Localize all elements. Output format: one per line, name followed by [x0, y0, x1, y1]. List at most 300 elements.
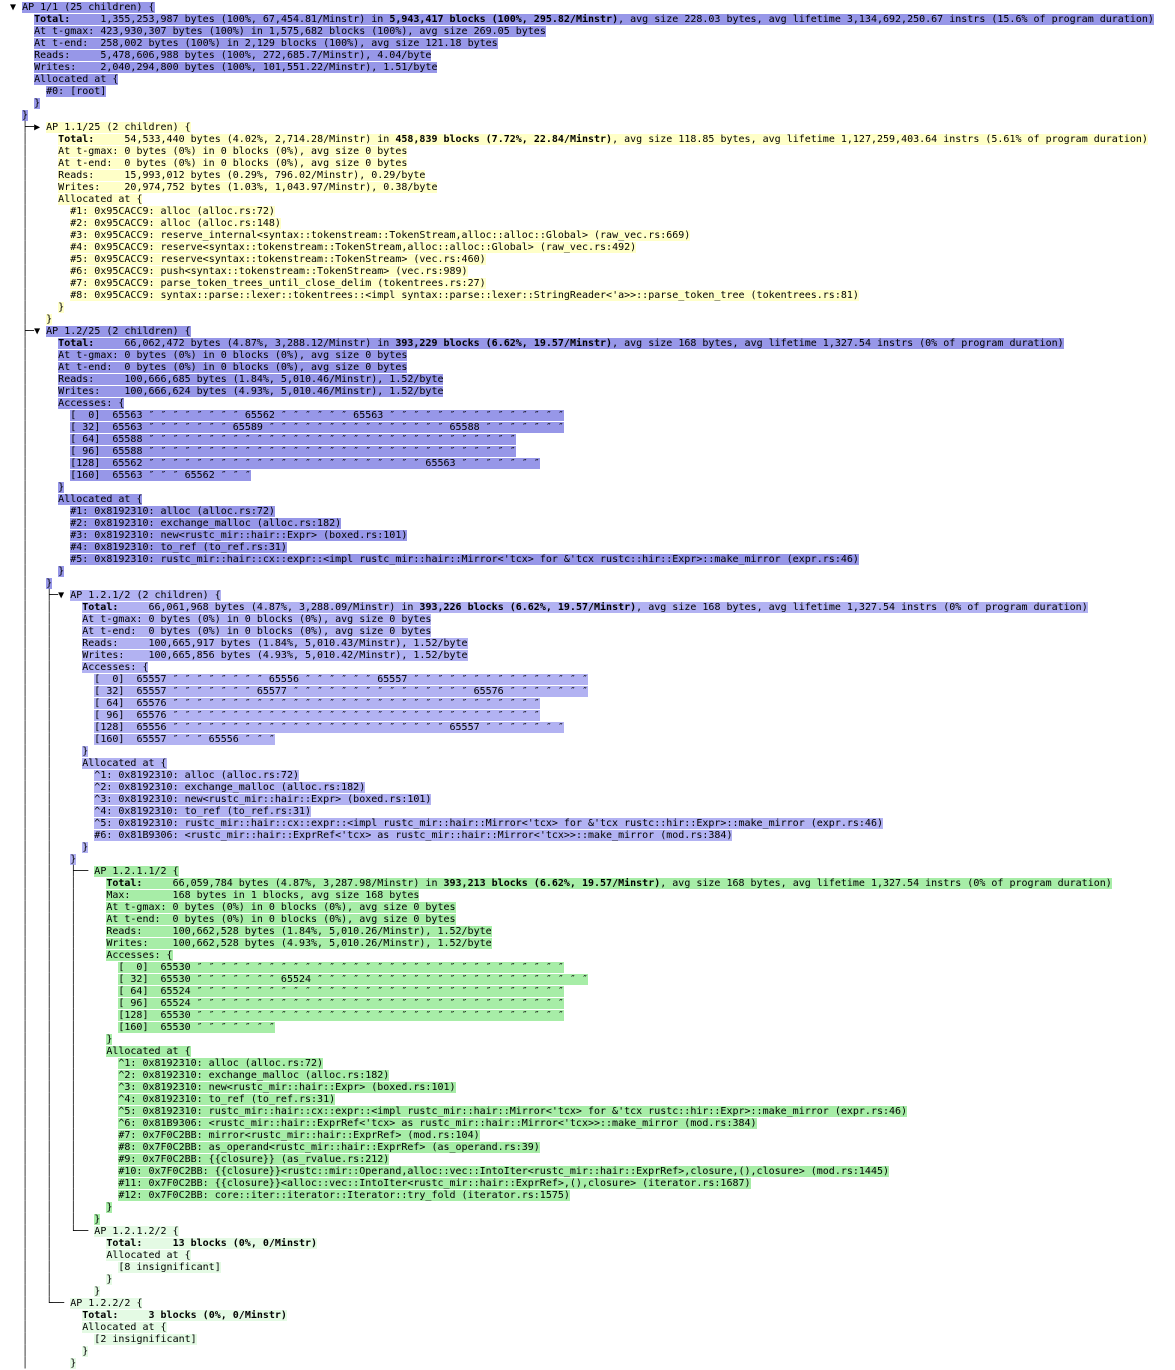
- tree-rail: │: [10, 578, 47, 589]
- brace-line: [10, 482, 1175, 494]
- allocated-at-line: [10, 1250, 1175, 1262]
- tree-rail: │: [10, 314, 47, 325]
- text: #7: 0x95CACC9: parse_token_trees_until_close_delim (tokentrees.rs:27): [70, 278, 486, 289]
- line-text: [118, 1058, 323, 1069]
- text: #0: [root]: [46, 86, 107, 97]
- accesses-row: [10, 458, 1175, 470]
- bold-text: Total:: [82, 602, 149, 613]
- tree-rail: │ │ │: [10, 890, 107, 901]
- accesses-open-line: [10, 398, 1175, 410]
- tree-rail: [10, 14, 34, 25]
- tree-rail: │ │: [10, 1250, 107, 1261]
- line-text: [70, 218, 281, 229]
- tree-rail: │ │ │: [10, 1202, 107, 1213]
- line-text: [58, 146, 407, 157]
- allocated-at-line: [10, 1046, 1175, 1058]
- stack-frame-line: [10, 206, 1175, 218]
- tree-rail: │ │: [10, 602, 83, 613]
- line-text: [82, 614, 431, 625]
- tree-rail: │: [10, 158, 59, 169]
- allocated-at-line: [10, 494, 1175, 506]
- tree-rail: │ │ │: [10, 1130, 119, 1141]
- accesses-row: [10, 470, 1175, 482]
- text: AP 1.1/25 (2 children) {: [46, 122, 191, 133]
- accesses-row: [10, 962, 1175, 974]
- line-text: [58, 362, 407, 373]
- line-text: [46, 86, 106, 97]
- text: #4: 0x95CACC9: reserve<syntax::tokenstream::TokenStream,alloc::alloc::Global> (raw_vec.rs:492): [70, 242, 637, 253]
- text: #3: 0x8192310: new<rustc_mir::hair::Expr> (boxed.rs:101): [70, 530, 408, 541]
- tree-rail: │: [10, 182, 59, 193]
- text: #6: 0x95CACC9: push<syntax::tokenstream::TokenStream> (vec.rs:989): [70, 266, 468, 277]
- line-text: [58, 386, 443, 397]
- stat-line: [10, 134, 1175, 146]
- text: AP 1.2.1.1/2 {: [94, 866, 179, 877]
- text: #8: 0x95CACC9: syntax::parse::lexer::tokentrees::<impl syntax::parse::lexer::StringReader<'a>>::parse_token_tree (tokentrees.rs:81): [70, 290, 859, 301]
- line-text: [106, 902, 455, 913]
- ap-title[interactable]: [46, 122, 191, 133]
- tree-rail: │ │: [10, 626, 83, 637]
- line-text: [58, 350, 407, 361]
- expander-expanded-icon[interactable]: ▼: [58, 590, 65, 601]
- line-text: [82, 1322, 166, 1333]
- accesses-row: [10, 1022, 1175, 1034]
- allocated-at-line: [10, 194, 1175, 206]
- accesses-row: [10, 446, 1175, 458]
- text: }: [58, 566, 65, 577]
- line-text: [58, 194, 142, 205]
- stat-line: [10, 386, 1175, 398]
- stack-frame-line: [10, 86, 1175, 98]
- text: #2: 0x95CACC9: alloc (alloc.rs:148): [70, 218, 281, 229]
- ap-title[interactable]: [94, 1226, 178, 1237]
- tree-rail: │ │ └──: [10, 1226, 95, 1237]
- text: 66,062,472 bytes (4.87%, 3,288.12/Minstr) in: [124, 338, 396, 349]
- line-text: [94, 830, 732, 841]
- stat-line: [10, 1238, 1175, 1250]
- stack-frame-line: [10, 242, 1175, 254]
- text: AP 1.2/25 (2 children) {: [46, 326, 191, 337]
- brace-line: [10, 110, 1175, 122]
- bold-text: 458,839 blocks (7.72%, 22.84/Minstr): [395, 134, 613, 145]
- text: Accesses: {: [106, 950, 173, 961]
- ap-title[interactable]: [46, 326, 191, 337]
- tree-rail: │ │: [10, 782, 95, 793]
- tree-rail: │: [10, 530, 71, 541]
- text: [ 64] 65576 ″ ″ ″ ″ ″ ″ ″ ″ ″ ″ ″ ″ ″ ″ ″ ″ ″ ″ ″ ″ ″ ″ ″ ″ ″ ″ ″ ″ ″ ″ ″: [94, 698, 540, 709]
- line-text: [94, 1286, 100, 1297]
- line-text: [118, 986, 564, 997]
- line-text: [106, 1046, 190, 1057]
- text: ^1: 0x8192310: alloc (alloc.rs:72): [118, 1058, 324, 1069]
- stat-line: [10, 638, 1175, 650]
- tree-rail: │ │: [10, 734, 95, 745]
- text: , avg size 168 bytes, avg lifetime 1,327.54 instrs (0% of program duration): [612, 338, 1064, 349]
- stat-line: [10, 362, 1175, 374]
- text: ^5: 0x8192310: rustc_mir::hair::cx::expr::<impl rustc_mir::hair::Mirror<'tcx> for &'tcx rustc::hir::Expr>::make_mirror (expr.rs:46): [118, 1106, 908, 1117]
- line-text: [118, 1154, 389, 1165]
- allocated-at-line: [10, 1322, 1175, 1334]
- bold-text: Total:: [106, 1238, 173, 1249]
- brace-line: [10, 98, 1175, 110]
- line-text: [70, 554, 859, 565]
- text: [160] 65557 ″ ″ ″ 65556 ″ ″ ″: [94, 734, 275, 745]
- line-text: [58, 338, 1063, 349]
- stat-line: [10, 62, 1175, 74]
- stack-frame-line: [10, 230, 1175, 242]
- tree-rail: │ │ │: [10, 974, 119, 985]
- tree-rail: │ │ │: [10, 950, 107, 961]
- line-text: [58, 494, 142, 505]
- tree-rail: │: [10, 134, 59, 145]
- tree-rail: │ │: [10, 710, 95, 721]
- text: }: [82, 746, 89, 757]
- tree-rail: │: [10, 230, 71, 241]
- stack-frame-line: [10, 518, 1175, 530]
- text: Allocated at {: [106, 1250, 191, 1261]
- text: Accesses: {: [82, 662, 149, 673]
- stat-line: [10, 626, 1175, 638]
- tree-rail: │: [10, 242, 71, 253]
- line-text: [82, 842, 88, 853]
- line-text: [94, 782, 365, 793]
- tree-rail: │ │ │: [10, 962, 119, 973]
- line-text: [22, 110, 28, 121]
- tree-rail: │: [10, 446, 71, 457]
- line-text: [34, 62, 437, 73]
- line-text: [118, 1010, 564, 1021]
- stack-frame-line: [10, 290, 1175, 302]
- line-text: [94, 710, 540, 721]
- bold-text: 393,226 blocks (6.62%, 19.57/Minstr): [419, 602, 637, 613]
- tree-rail: │ │: [10, 686, 95, 697]
- line-text: [106, 1202, 112, 1213]
- stack-frame-line: [10, 1166, 1175, 1178]
- line-text: [70, 542, 287, 553]
- tree-rail: │: [10, 338, 59, 349]
- text: Max: 168 bytes in 1 blocks, avg size 168 bytes: [106, 890, 420, 901]
- tree-rail: [10, 110, 22, 121]
- tree-rail: │: [10, 1310, 83, 1321]
- ap-header-line: [10, 2, 1175, 14]
- tree-rail: │ │ │: [10, 914, 107, 925]
- tree-rail: [10, 26, 34, 37]
- ap-title[interactable]: [94, 866, 178, 877]
- line-text: [82, 638, 467, 649]
- expander-expanded-icon[interactable]: ▼: [10, 2, 17, 13]
- accesses-row: [10, 986, 1175, 998]
- tree-rail: │ │ │: [10, 1178, 119, 1189]
- bold-text: Total:: [82, 1310, 149, 1321]
- accesses-row: [10, 974, 1175, 986]
- text: }: [34, 98, 41, 109]
- tree-rail: │ │ │: [10, 1190, 119, 1201]
- line-text: [82, 626, 431, 637]
- text: }: [106, 1274, 113, 1285]
- bold-text: 3 blocks (0%, 0/Minstr): [148, 1310, 287, 1321]
- stat-line: [10, 938, 1175, 950]
- text: }: [46, 578, 53, 589]
- text: [128] 65530 ″ ″ ″ ″ ″ ″ ″ ″ ″ ″ ″ ″ ″ ″ ″ ″ ″ ″ ″ ″ ″ ″ ″ ″ ″ ″ ″ ″ ″ ″ ″: [118, 1010, 564, 1021]
- tree-rail: │ │ │: [10, 1010, 119, 1021]
- tree-rail: │ │: [10, 770, 95, 781]
- stack-frame-line: [10, 1178, 1175, 1190]
- tree-rail: │ │: [10, 1286, 95, 1297]
- text: Reads: 5,478,606,988 bytes (100%, 272,685.7/Minstr), 4.04/byte: [34, 50, 432, 61]
- tree-rail: │ │ │: [10, 1070, 119, 1081]
- text: }: [46, 314, 53, 325]
- line-text: [106, 1238, 317, 1249]
- expander-expanded-icon[interactable]: ▼: [34, 326, 41, 337]
- line-text: [46, 578, 52, 589]
- tree-rail: [10, 50, 34, 61]
- text: [160] 65530 ″ ″ ″ ″ ″ ″ ″: [118, 1022, 275, 1033]
- bold-text: 5,943,417 blocks (100%, 295.82/Minstr): [389, 14, 619, 25]
- tree-rail: │: [10, 302, 59, 313]
- tree-rail: │ │: [10, 830, 95, 841]
- ap-header-line: [10, 1226, 1175, 1238]
- line-text: [70, 230, 690, 241]
- accesses-row: [10, 434, 1175, 446]
- line-text: [94, 1334, 196, 1345]
- stack-frame-line: [10, 1106, 1175, 1118]
- stat-line: [10, 38, 1175, 50]
- line-text: [94, 1214, 100, 1225]
- line-text: [58, 134, 1148, 145]
- line-text: [118, 1022, 275, 1033]
- stat-line: [10, 926, 1175, 938]
- line-text: [106, 926, 491, 937]
- brace-line: [10, 1286, 1175, 1298]
- accesses-open-line: [10, 950, 1175, 962]
- tree-rail: │: [10, 278, 71, 289]
- line-text: [70, 446, 516, 457]
- tree-rail: │ │: [10, 614, 83, 625]
- line-text: [82, 1310, 287, 1321]
- line-text: [106, 1034, 112, 1045]
- stack-frame-line: [10, 770, 1175, 782]
- stat-line: [10, 350, 1175, 362]
- tree-rail: │: [10, 350, 59, 361]
- accesses-row: [10, 698, 1175, 710]
- text: Allocated at {: [82, 758, 167, 769]
- stat-line: [10, 1310, 1175, 1322]
- stack-frame-line: [10, 1070, 1175, 1082]
- ap-header-line: [10, 122, 1175, 134]
- text: }: [94, 1286, 101, 1297]
- ap-title[interactable]: [70, 1298, 142, 1309]
- text: }: [106, 1202, 113, 1213]
- text: Allocated at {: [58, 494, 143, 505]
- text: 1,355,253,987 bytes (100%, 67,454.81/Minstr) in: [100, 14, 390, 25]
- text: 66,061,968 bytes (4.87%, 3,288.09/Minstr) in: [148, 602, 420, 613]
- stack-frame-line: [10, 1142, 1175, 1154]
- stat-line: [10, 890, 1175, 902]
- brace-line: [10, 1274, 1175, 1286]
- tree-rail: │ │ │: [10, 878, 107, 889]
- line-text: [70, 434, 516, 445]
- line-text: [46, 314, 52, 325]
- tree-rail: │ ├─: [10, 590, 59, 601]
- stack-frame-line: [10, 794, 1175, 806]
- line-text: [34, 26, 546, 37]
- stack-frame-line: [10, 554, 1175, 566]
- tree-rail: │ │: [10, 1274, 107, 1285]
- bold-text: Total:: [58, 134, 125, 145]
- line-text: [82, 662, 148, 673]
- text: At t-end: 258,002 bytes (100%) in 2,129 blocks (100%), avg size 121.18 bytes: [34, 38, 498, 49]
- line-text: [34, 98, 40, 109]
- stack-frame-line: [10, 1082, 1175, 1094]
- line-text: [34, 74, 118, 85]
- bold-text: Total:: [34, 14, 101, 25]
- line-text: [58, 398, 124, 409]
- stat-line: [10, 50, 1175, 62]
- tree-rail: │ │: [10, 698, 95, 709]
- text: Accesses: {: [58, 398, 125, 409]
- stack-frame-line: [10, 1190, 1175, 1202]
- text: Allocated at {: [106, 1046, 191, 1057]
- allocated-at-line: [10, 74, 1175, 86]
- tree-rail: │ │ │: [10, 998, 119, 1009]
- accesses-row: [10, 722, 1175, 734]
- text: AP 1.2.2/2 {: [70, 1298, 143, 1309]
- ap-header-line: [10, 1298, 1175, 1310]
- stat-line: [10, 902, 1175, 914]
- tree-rail: │: [10, 518, 71, 529]
- line-text: [118, 1190, 570, 1201]
- tree-rail: │ │ │: [10, 926, 107, 937]
- text: Writes: 2,040,294,800 bytes (100%, 101,551.22/Minstr), 1.51/byte: [34, 62, 438, 73]
- tree-rail: │: [10, 1322, 83, 1333]
- text: At t-gmax: 423,930,307 bytes (100%) in 1,575,682 blocks (100%), avg size 269.05 bytes: [34, 26, 546, 37]
- text: #2: 0x8192310: exchange_malloc (alloc.rs:182): [70, 518, 342, 529]
- ap-header-line: [10, 590, 1175, 602]
- tree-rail: [10, 62, 34, 73]
- stack-frame-line: [10, 278, 1175, 290]
- stat-line: [10, 374, 1175, 386]
- tree-rail: │ │ │: [10, 938, 107, 949]
- line-text: [106, 914, 455, 925]
- allocated-at-line: [10, 758, 1175, 770]
- line-text: [118, 998, 564, 1009]
- text: At t-end: 0 bytes (0%) in 0 blocks (0%), avg size 0 bytes: [82, 626, 432, 637]
- tree-rail: │: [10, 170, 59, 181]
- stack-frame-line: [10, 1118, 1175, 1130]
- accesses-row: [10, 734, 1175, 746]
- text: [ 32] 65530 ″ ″ ″ ″ ″ ″ ″ 65524 ″ ″ ″ ″ ″ ″ ″ ″ ″ ″ ″ ″ ″ ″ ″ ″ ″ ″ ″ ″ ″ ″ ″: [118, 974, 588, 985]
- stat-line: [10, 614, 1175, 626]
- line-text: [118, 962, 564, 973]
- line-text: [94, 734, 275, 745]
- line-text: [70, 254, 485, 265]
- text: At t-gmax: 0 bytes (0%) in 0 blocks (0%), avg size 0 bytes: [58, 350, 408, 361]
- brace-line: [10, 1358, 1175, 1370]
- line-text: [106, 1250, 190, 1261]
- brace-line: [10, 302, 1175, 314]
- tree-rail: [10, 98, 34, 109]
- text: [ 0] 65557 ″ ″ ″ ″ ″ ″ ″ ″ 65556 ″ ″ ″ ″ ″ ″ 65557 ″ ″ ″ ″ ″ ″ ″ ″ ″ ″ ″ ″ ″ ″ ″: [94, 674, 588, 685]
- tree-rail: │: [10, 206, 71, 217]
- accesses-row: [10, 998, 1175, 1010]
- line-text: [118, 1262, 220, 1273]
- line-text: [118, 1142, 539, 1153]
- text: #5: 0x95CACC9: reserve<syntax::tokenstream::TokenStream> (vec.rs:460): [70, 254, 486, 265]
- brace-line: [10, 566, 1175, 578]
- tree-rail: │: [10, 458, 71, 469]
- expander-collapsed-icon[interactable]: ▶: [34, 122, 41, 133]
- line-text: [70, 470, 251, 481]
- tree-rail: │ │: [10, 674, 95, 685]
- ap-title[interactable]: [70, 590, 221, 601]
- line-text: [70, 290, 859, 301]
- tree-rail: │ │ │: [10, 1082, 119, 1093]
- tree-rail: │: [10, 470, 71, 481]
- text: ^1: 0x8192310: alloc (alloc.rs:72): [94, 770, 299, 781]
- tree-rail: │: [10, 482, 59, 493]
- text: [ 0] 65563 ″ ″ ″ ″ ″ ″ ″ ″ 65562 ″ ″ ″ ″ ″ ″ 65563 ″ ″ ″ ″ ″ ″ ″ ″ ″ ″ ″ ″ ″ ″ ″: [70, 410, 564, 421]
- tree-rail: │ │: [10, 842, 83, 853]
- text: ^2: 0x8192310: exchange_malloc (alloc.rs:182): [118, 1070, 390, 1081]
- text: Reads: 100,665,917 bytes (1.84%, 5,010.43/Minstr), 1.52/byte: [82, 638, 468, 649]
- line-text: [82, 602, 1087, 613]
- line-text: [70, 206, 275, 217]
- text: #7: 0x7F0C2BB: mirror<rustc_mir::hair::ExprRef> (mod.rs:104): [118, 1130, 480, 1141]
- tree-rail: │ │: [10, 758, 83, 769]
- text: [ 0] 65530 ″ ″ ″ ″ ″ ″ ″ ″ ″ ″ ″ ″ ″ ″ ″ ″ ″ ″ ″ ″ ″ ″ ″ ″ ″ ″ ″ ″ ″ ″ ″: [118, 962, 564, 973]
- text: #3: 0x95CACC9: reserve_internal<syntax::tokenstream::TokenStream,alloc::alloc::Global> (raw_vec.rs:669): [70, 230, 691, 241]
- tree-rail: │ │ │: [10, 1046, 107, 1057]
- line-text: [106, 890, 419, 901]
- text: Allocated at {: [82, 1322, 167, 1333]
- accesses-row: [10, 674, 1175, 686]
- stack-frame-line: [10, 218, 1175, 230]
- text: ^3: 0x8192310: new<rustc_mir::hair::Expr> (boxed.rs:101): [94, 794, 432, 805]
- tree-rail: │: [10, 254, 71, 265]
- stat-line: [10, 14, 1175, 26]
- text: , avg size 228.03 bytes, avg lifetime 3,134,692,250.67 instrs (15.6% of program duration): [618, 14, 1154, 25]
- text: ^6: 0x81B9306: <rustc_mir::hair::ExprRef<'tcx> as rustc_mir::hair::Mirror<'tcx>>::make_mirror (mod.rs:384): [118, 1118, 757, 1129]
- text: #9: 0x7F0C2BB: {{closure}} (as_rvalue.rs:212): [118, 1154, 390, 1165]
- text: [160] 65563 ″ ″ ″ 65562 ″ ″ ″: [70, 470, 251, 481]
- tree-rail: │ │ │: [10, 986, 119, 997]
- line-text: [34, 50, 431, 61]
- tree-rail: │: [10, 1334, 95, 1345]
- accesses-open-line: [10, 662, 1175, 674]
- brace-line: [10, 842, 1175, 854]
- line-text: [70, 854, 76, 865]
- stack-frame-line: [10, 1154, 1175, 1166]
- line-text: [34, 38, 498, 49]
- accesses-row: [10, 710, 1175, 722]
- text: [ 96] 65576 ″ ″ ″ ″ ″ ″ ″ ″ ″ ″ ″ ″ ″ ″ ″ ″ ″ ″ ″ ″ ″ ″ ″ ″ ″ ″ ″ ″ ″ ″ ″: [94, 710, 540, 721]
- tree-rail: │: [10, 1358, 71, 1369]
- brace-line: [10, 314, 1175, 326]
- text: #11: 0x7F0C2BB: {{closure}}<alloc::vec::IntoIter<rustc_mir::hair::ExprRef>,(),closure> (iterator.rs:1687): [118, 1178, 751, 1189]
- line-text: [70, 506, 275, 517]
- stack-frame-line: [10, 254, 1175, 266]
- tree-rail: │ └──: [10, 1298, 71, 1309]
- text: [ 64] 65524 ″ ″ ″ ″ ″ ″ ″ ″ ″ ″ ″ ″ ″ ″ ″ ″ ″ ″ ″ ″ ″ ″ ″ ″ ″ ″ ″ ″ ″ ″ ″: [118, 986, 564, 997]
- text: [ 32] 65557 ″ ″ ″ ″ ″ ″ ″ 65577 ″ ″ ″ ″ ″ ″ ″ ″ ″ ″ ″ ″ ″ ″ ″ 65576 ″ ″ ″ ″ ″ ″ ″: [94, 686, 588, 697]
- tree-rail: │: [10, 218, 71, 229]
- text: [8 insignificant]: [118, 1262, 221, 1273]
- text: Writes: 100,665,856 bytes (4.93%, 5,010.42/Minstr), 1.52/byte: [82, 650, 468, 661]
- text: AP 1/1 (25 children) {: [22, 2, 155, 13]
- ap-title[interactable]: [22, 2, 154, 13]
- tree-rail: │: [10, 542, 71, 553]
- line-text: [118, 1178, 750, 1189]
